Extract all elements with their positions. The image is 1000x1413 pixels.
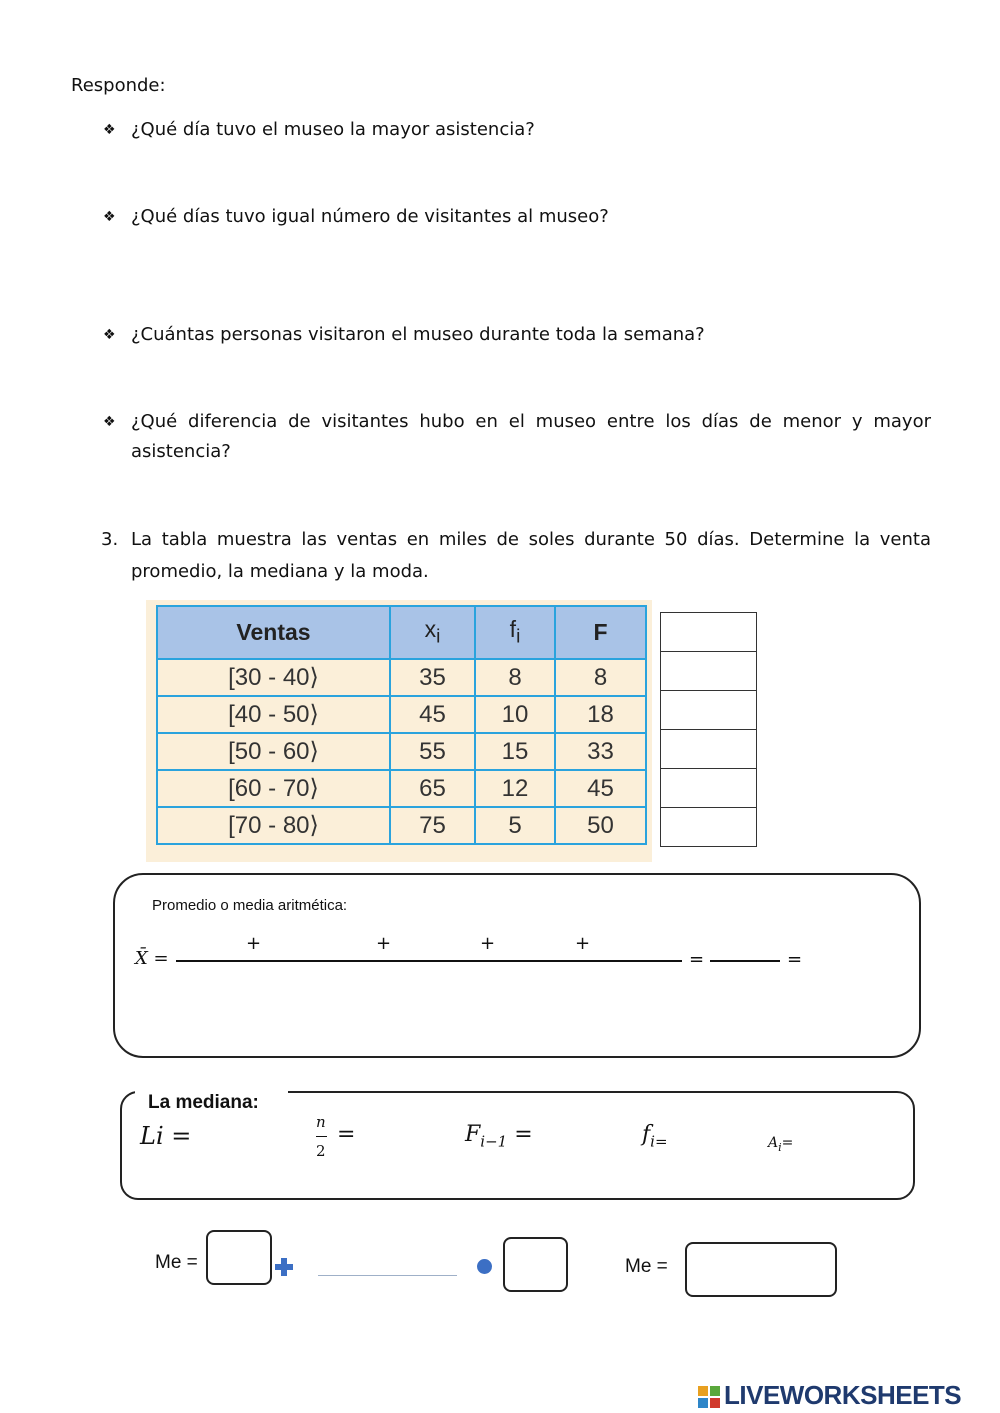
fi-label <box>642 1122 668 1150</box>
cell: 50 <box>555 807 646 844</box>
A-symbol: A <box>768 1135 779 1151</box>
cell: [60 - 70⟩ <box>157 770 390 807</box>
cell: 5 <box>475 807 555 844</box>
cell: [40 - 50⟩ <box>157 696 390 733</box>
cell: 35 <box>390 659 475 696</box>
cell: [70 - 80⟩ <box>157 807 390 844</box>
bullet-icon: ❖ <box>103 414 116 430</box>
header-xi <box>390 606 475 659</box>
cell: 45 <box>390 696 475 733</box>
f-sub: i= <box>650 1132 668 1151</box>
equals-sign: = <box>787 949 803 970</box>
answer-input[interactable] <box>661 730 757 769</box>
two-label: 2 <box>316 1142 326 1160</box>
ai-input-box[interactable] <box>503 1237 568 1292</box>
equals-sign: = <box>781 1135 794 1151</box>
cell: 18 <box>555 696 646 733</box>
cell: 45 <box>555 770 646 807</box>
answer-input[interactable] <box>661 652 757 691</box>
table-row <box>157 733 646 770</box>
fraction-line <box>316 1136 327 1137</box>
header-F: F <box>555 606 646 659</box>
me-result-label: Me = <box>625 1256 668 1277</box>
table-header <box>157 606 646 659</box>
equals-sign: = <box>689 949 705 970</box>
sales-table <box>156 605 647 845</box>
cell: 33 <box>555 733 646 770</box>
cell: 55 <box>390 733 475 770</box>
F-symbol: F <box>465 1122 481 1147</box>
x-label: x <box>424 616 437 643</box>
question-4-cont: asistencia? <box>131 441 231 462</box>
liveworksheets-logo <box>698 1380 961 1411</box>
multiply-dot-icon <box>477 1259 492 1274</box>
cell: [50 - 60⟩ <box>157 733 390 770</box>
problem-number: 3. <box>101 529 119 550</box>
answer-input[interactable] <box>661 769 757 808</box>
responde-heading: Responde: <box>71 75 166 96</box>
cell: 15 <box>475 733 555 770</box>
answer-input[interactable] <box>661 613 757 652</box>
question-2: ¿Qué días tuvo igual número de visitantes al museo? <box>131 206 609 227</box>
bullet-icon: ❖ <box>103 327 116 343</box>
i-sub: i <box>516 626 521 648</box>
cell: 8 <box>475 659 555 696</box>
cell: 8 <box>555 659 646 696</box>
li-input-box[interactable] <box>206 1230 272 1285</box>
answer-input[interactable] <box>661 691 757 730</box>
fraction-line <box>176 960 682 962</box>
fraction-line <box>710 960 780 962</box>
cell: 75 <box>390 807 475 844</box>
plus-sign: + <box>575 933 591 954</box>
table-row <box>157 807 646 844</box>
question-4: ¿Qué diferencia de visitantes hubo en el museo entre los días de menor y mayor <box>131 411 931 432</box>
plus-icon <box>274 1257 294 1277</box>
header-fi <box>475 606 555 659</box>
logo-icon <box>698 1384 722 1408</box>
cell: [30 - 40⟩ <box>157 659 390 696</box>
equals-sign: = <box>514 1122 533 1147</box>
me-label: Me = <box>155 1252 198 1273</box>
equals-sign: = <box>337 1122 356 1147</box>
f-label: f <box>509 616 517 643</box>
plus-sign: + <box>376 933 392 954</box>
table-row <box>157 696 646 733</box>
problem-text-cont: promedio, la mediana y la moda. <box>131 561 429 582</box>
question-3: ¿Cuántas personas visitaron el museo durante toda la semana? <box>131 324 705 345</box>
bullet-icon: ❖ <box>103 122 116 138</box>
mean-label: Promedio o media aritmética: <box>152 897 348 914</box>
header-ventas: Ventas <box>157 606 390 659</box>
cell: 65 <box>390 770 475 807</box>
i-sub: i <box>436 626 441 648</box>
fraction-line-input[interactable] <box>318 1275 457 1276</box>
answer-input[interactable] <box>661 808 757 847</box>
me-result-box[interactable] <box>685 1242 837 1297</box>
table-row <box>157 659 646 696</box>
problem-text: La tabla muestra las ventas en miles de soles durante 50 días. Determine la venta <box>131 529 931 550</box>
table-row <box>157 770 646 807</box>
cell: 12 <box>475 770 555 807</box>
answer-column <box>660 612 757 847</box>
plus-sign: + <box>480 933 496 954</box>
F-sub: i−1 <box>480 1132 508 1151</box>
xbar-symbol: X̄ = <box>135 948 169 969</box>
n-label: n <box>316 1113 326 1131</box>
cell: 10 <box>475 696 555 733</box>
li-label: Li = <box>140 1122 192 1150</box>
A-sub: i <box>778 1140 782 1154</box>
bullet-icon: ❖ <box>103 209 116 225</box>
Ai-label <box>768 1135 793 1154</box>
median-label: La mediana: <box>148 1092 259 1113</box>
plus-sign: + <box>246 933 262 954</box>
F-prev-label <box>465 1122 533 1150</box>
f-symbol: f <box>642 1122 651 1147</box>
question-1: ¿Qué día tuvo el museo la mayor asistencia? <box>131 119 535 140</box>
logo-text: LIVEWORKSHEETS <box>724 1380 962 1410</box>
